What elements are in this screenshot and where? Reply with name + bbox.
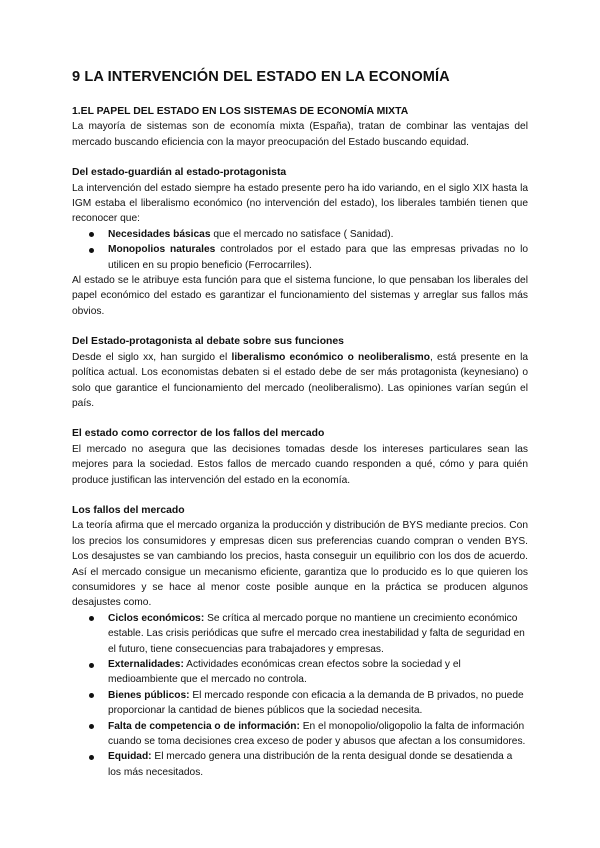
section-heading-mixed-economy: 1.EL PAPEL DEL ESTADO EN LOS SISTEMAS DE ECONOMÍA MIXTA [72,106,409,117]
list-item-text: El mercado responde con eficacia a la demanda de B privados, no puede proporcionar la cantidad de bienes públicos que la sociedad necesita. [108,689,524,717]
paragraph-corrector: El mercado no asegura que las decisiones tomadas desde los intereses particulares sean las mejores para la sociedad. Estos fallos de mercado cuando responden a qué, cómo y para quién produce justifican las intervención del estado en la economía. [72,443,528,486]
market-failures-list [72,611,528,780]
list-item-text: El mercado genera una distribución de la renta desigual donde se desatienda a los más necesitados. [108,751,513,778]
list-item-term: Necesidades básicas [108,228,211,240]
list-item [108,719,528,750]
basic-needs-list [72,227,528,273]
list-item [108,611,528,657]
paragraph-mixed-economy: La mayoría de sistemas son de economía mixta (España), tratan de combinar las ventajas del mercado buscando eficiencia con la mayor preocupación del Estado buscando equidad. [72,121,528,148]
list-item [108,242,528,273]
list-item-text: En el monopolio/oligopolio la falta de información cuando se toma decisiones crea exceso de poder y abusos que afectan a los consumidores. [108,720,526,748]
list-item [108,749,528,780]
text-run: Desde el siglo xx, han surgido el [72,351,232,363]
section-heading-debate: Del Estado-protagonista al debate sobre sus funciones [72,336,344,348]
section-heading-market-failures: Los fallos del mercado [72,504,185,516]
list-item-text: que el mercado no satisface ( Sanidad). [210,228,394,240]
list-item [108,227,528,242]
list-item-text: Actividades económicas crean efectos sobre la sociedad y el medioambiente que el mercado no controla. [108,659,461,686]
list-item [108,657,528,688]
list-item-term: Monopolios naturales [108,244,216,256]
paragraph-market-failures: La teoría afirma que el mercado organiza la producción y distribución de BYS mediante precios. Con los precios los consumidores y empresas dicen sus preferencias cuando compran o venden BYS. Los desajustes se van cambiando los precios, hasta conseguir un equilibrio con los dos de acuerdo. Así el mercado consigue un mecanismo eficiente, garantiza que lo producido es lo que quieren los consumidores y se hace al menor coste posible aunque en la práctica se producen algunos desajustes como. [72,520,528,609]
paragraph-guardian-outro: Al estado se le atribuye esta función para que el sistema funcione, lo que pensaban los liberales del papel económico del estado es garantizar el funcionamiento del sistemas y arreglar sus fallos más obvios. [72,275,528,317]
list-item-text: Se crítica al mercado porque no mantiene un crecimiento económico estable. Las crisis periódicas que sufre el mercado crea inestabilidad y falta de seguridad en el futuro, tiene consecuencias para trabajadores y empresas. [108,612,525,655]
list-item-term: Falta de competencia o de información: [108,720,300,732]
section-heading-guardian-state: Del estado-guardián al estado-protagonista [72,167,287,179]
document-page [72,68,528,780]
bold-term: liberalismo económico o neoliberalismo [231,351,430,363]
page-title: 9 LA INTERVENCIÓN DEL ESTADO EN LA ECONOMÍA [72,69,450,85]
list-item-term: Externalidades: [108,659,184,670]
list-item-term: Bienes públicos: [108,689,190,701]
text-run: , está presente en la política actual. Los economistas debaten si el estado debe de ser más protagonista (keynesiano) o solo que garantice el funcionamiento del mercado (neoliberalismo). Las opiniones varían según el país. [72,351,528,409]
paragraph-debate [72,350,528,412]
list-item-term: Ciclos económicos: [108,612,205,624]
list-item [108,688,528,719]
list-item-text: controlados por el estado para que las empresas privadas no lo utilicen en su propio beneficio (Ferrocarriles). [108,244,528,271]
paragraph-guardian-intro: La intervención del estado siempre ha estado presente pero ha ido variando, en el siglo XIX hasta la IGM estaba el liberalismo económico (no intervención del estado), los liberales también tienen que reconocer que: [72,182,528,225]
list-item-term: Equidad: [108,751,152,763]
section-heading-corrector: El estado como corrector de los fallos del mercado [72,428,325,440]
